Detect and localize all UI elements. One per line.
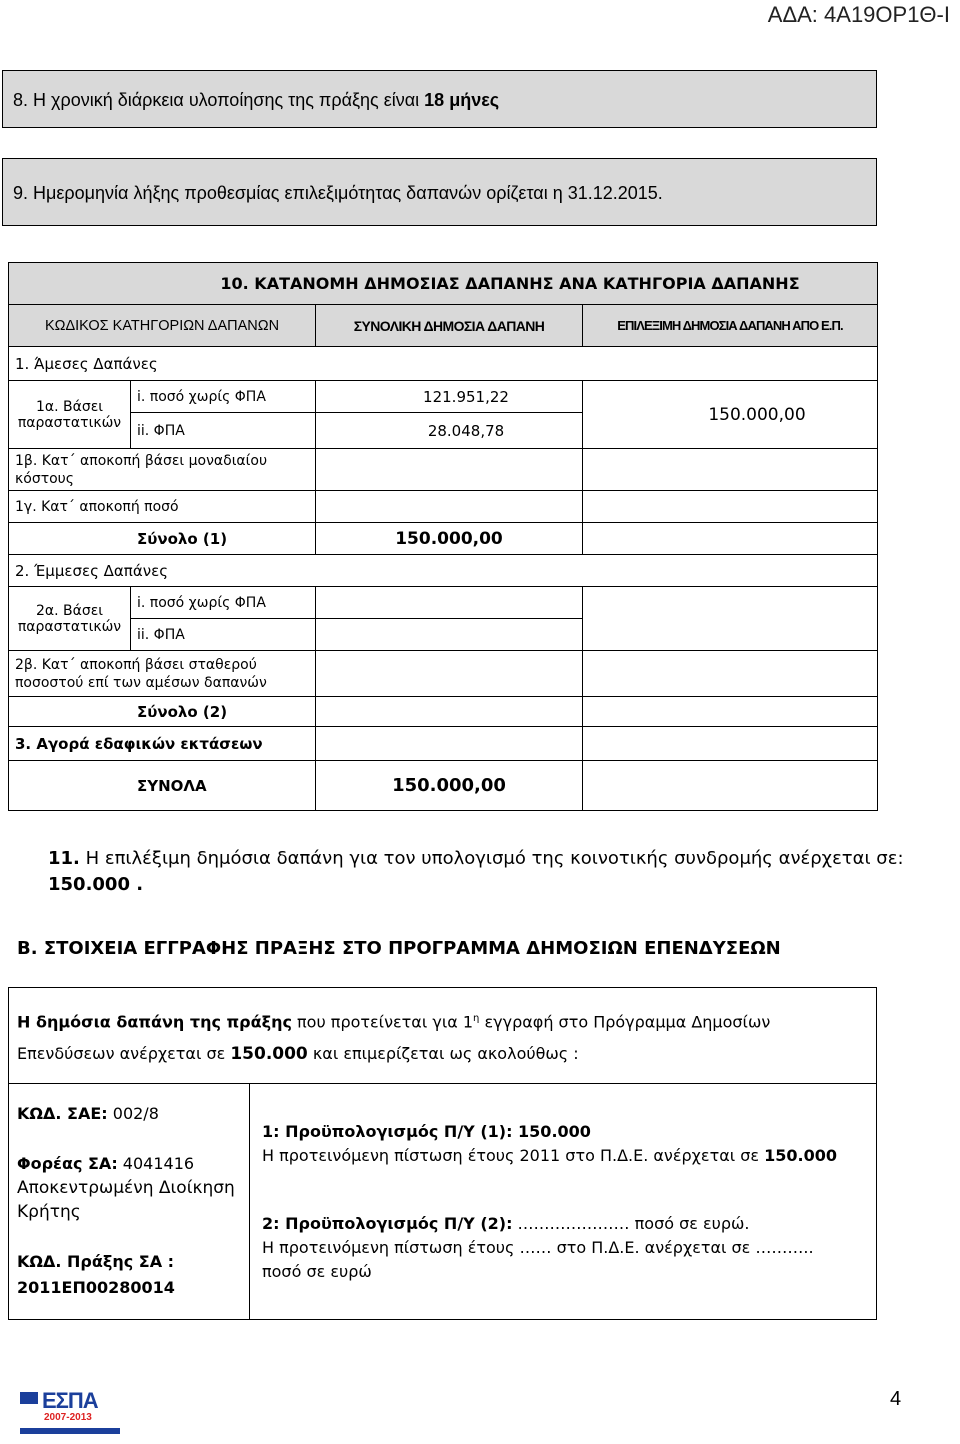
foreas-name: Αποκεντρωμένη Διοίκηση Κρήτης [17,1178,235,1222]
row-1a-net-value: 121.951,22 [316,381,583,413]
row-2a-vat-value [316,619,583,651]
row-direct-costs: 1. Άμεσες Δαπάνες [9,347,878,381]
pde-text-4: και επιμερίζεται ως ακολούθως : [307,1044,579,1064]
item-8-box [2,70,877,128]
logo-bar [20,1428,120,1434]
budgets-box [249,1083,877,1320]
sae-value: 002/8 [107,1104,159,1123]
table-title: 10. ΚΑΤΑΝΟΜΗ ΔΗΜΟΣΙΑΣ ΔΑΠΑΝΗΣ ΑΝΑ ΚΑΤΗΓΟΡΙΑ ΔΑΠΑΝΗΣ [9,263,878,305]
row-1a-eligible-value: 150.000,00 [583,381,878,449]
row-land-eligible [583,727,878,761]
item-8-text: 8. Η χρονική διάρκεια υλοποίησης της πράξης είναι [13,90,425,110]
allocation-table [8,262,878,811]
row-2b-total [316,651,583,697]
row-2b-eligible [583,651,878,697]
row-1c-total [316,491,583,523]
row-2a-label: 2α. Βάσει παραστατικών [9,587,131,651]
row-indirect-costs: 2. Έμμεσες Δαπάνες [9,555,878,587]
item-11-value: 150.000 . [48,874,144,895]
row-2a-vat-label: ii. ΦΠΑ [131,619,316,651]
foreas-value: 4041416 [117,1154,195,1173]
row-1b-label: 1β. Κατ΄ αποκοπή βάσει μοναδιαίου κόστους [9,449,316,491]
pde-box [8,987,877,1084]
budget-1-label: 1: Προϋπολογισμός Π/Υ (1): 150.000 [262,1122,591,1141]
sae-label: ΚΩΔ. ΣΑΕ: [17,1104,108,1123]
espa-logo-years: 2007-2013 [44,1412,92,1423]
row-2a-net-label: i. ποσό χωρίς ΦΠΑ [131,587,316,619]
col-header-total: ΣΥΝΟΛΙΚΗ ΔΗΜΟΣΙΑ ΔΑΠΑΝΗ [316,305,583,347]
pde-text-1: που προτείνεται για 1 [291,1012,474,1032]
row-sum2-value [316,697,583,727]
espa-logo [20,1388,130,1440]
col-header-code: ΚΩΔΙΚΟΣ ΚΑΤΗΓΟΡΙΩΝ ΔΑΠΑΝΩΝ [9,305,316,347]
item-11-number: 11. [48,848,80,869]
budget-1-value: 150.000 [764,1146,837,1165]
ada-code: ΑΔΑ: 4Α19ΟΡ1Θ-Ι [767,2,950,27]
item-9-box [2,158,877,226]
item-11-text: Η επιλέξιμη δημόσια δαπάνη για τον υπολογισμό της κοινοτικής συνδρομής ανέρχεται σε: [79,848,904,869]
section-b-title: Β. ΣΤΟΙΧΕΙΑ ΕΓΓΡΑΦΗΣ ΠΡΑΞΗΣ ΣΤΟ ΠΡΟΓΡΑΜΜΑ ΔΗΜΟΣΙΩΝ ΕΠΕΝΔΥΣΕΩΝ [17,938,781,959]
foreas-label: Φορέας ΣΑ: [17,1154,118,1173]
budget-1-text: Η προτεινόμενη πίστωση έτους 2011 στο Π.Δ.Ε. ανέρχεται σε [262,1146,765,1165]
row-totals-label: ΣΥΝΟΛΑ [9,761,316,811]
pde-sup: η [473,1013,480,1024]
row-1b-eligible [583,449,878,491]
row-sum1-value: 150.000,00 [316,523,583,555]
col-header-eligible: ΕΠΙΛΕΞΙΜΗ ΔΗΜΟΣΙΑ ΔΑΠΑΝΗ ΑΠΟ Ε.Π. [583,305,878,347]
row-1c-label: 1γ. Κατ΄ αποκοπή ποσό [9,491,316,523]
row-1a-net-label: i. ποσό χωρίς ΦΠΑ [131,381,316,413]
row-totals-value: 150.000,00 [316,761,583,811]
row-2a-net-value [316,587,583,619]
row-land-value [316,727,583,761]
page-number: 4 [890,1388,902,1410]
item-8-duration: 18 μήνες [424,90,500,110]
codes-box [8,1083,250,1320]
row-land-label: 3. Αγορά εδαφικών εκτάσεων [9,727,316,761]
item-11 [48,846,928,898]
pde-text-2: εγγραφή στο Πρόγραμμα Δημοσίων [479,1012,771,1032]
espa-logo-text: ΕΣΠΑ [42,1388,98,1413]
row-sum1-label: Σύνολο (1) [9,523,316,555]
budget-2-text-2: ποσό σε ευρώ [262,1262,372,1281]
row-2b-label: 2β. Κατ΄ αποκοπή βάσει σταθερού ποσοστού επί των αμέσων δαπανών [9,651,316,697]
row-1b-total [316,449,583,491]
row-1a-vat-label: ii. ΦΠΑ [131,413,316,449]
budget-2-dots: ………………… ποσό σε ευρώ. [512,1214,750,1233]
row-1a-label: 1α. Βάσει παραστατικών [9,381,131,449]
pde-bold-start: Η δημόσια δαπάνη της πράξης [17,1012,292,1032]
pde-text-3: Επενδύσεων ανέρχεται σε [17,1044,231,1064]
eu-flag-icon [20,1392,38,1404]
budget-2-text-1: Η προτεινόμενη πίστωση έτους …… στο Π.Δ.Ε. ανέρχεται σε ……….. [262,1238,814,1257]
row-sum2-label: Σύνολο (2) [9,697,316,727]
row-1a-vat-value: 28.048,78 [316,413,583,449]
item-9-text: 9. Ημερομηνία λήξης προθεσμίας επιλεξιμότητας δαπανών ορίζεται η 31.12.2015. [13,183,663,203]
budget-2-label: 2: Προϋπολογισμός Π/Υ (2): [262,1214,513,1233]
row-sum2-eligible [583,697,878,727]
row-2a-eligible [583,587,878,651]
row-totals-eligible [583,761,878,811]
row-sum1-eligible [583,523,878,555]
praxis-label: ΚΩΔ. Πράξης ΣΑ : [17,1252,175,1271]
pde-value: 150.000 [230,1044,308,1065]
praxis-value: 2011ΕΠ00280014 [17,1278,175,1297]
row-1c-eligible [583,491,878,523]
